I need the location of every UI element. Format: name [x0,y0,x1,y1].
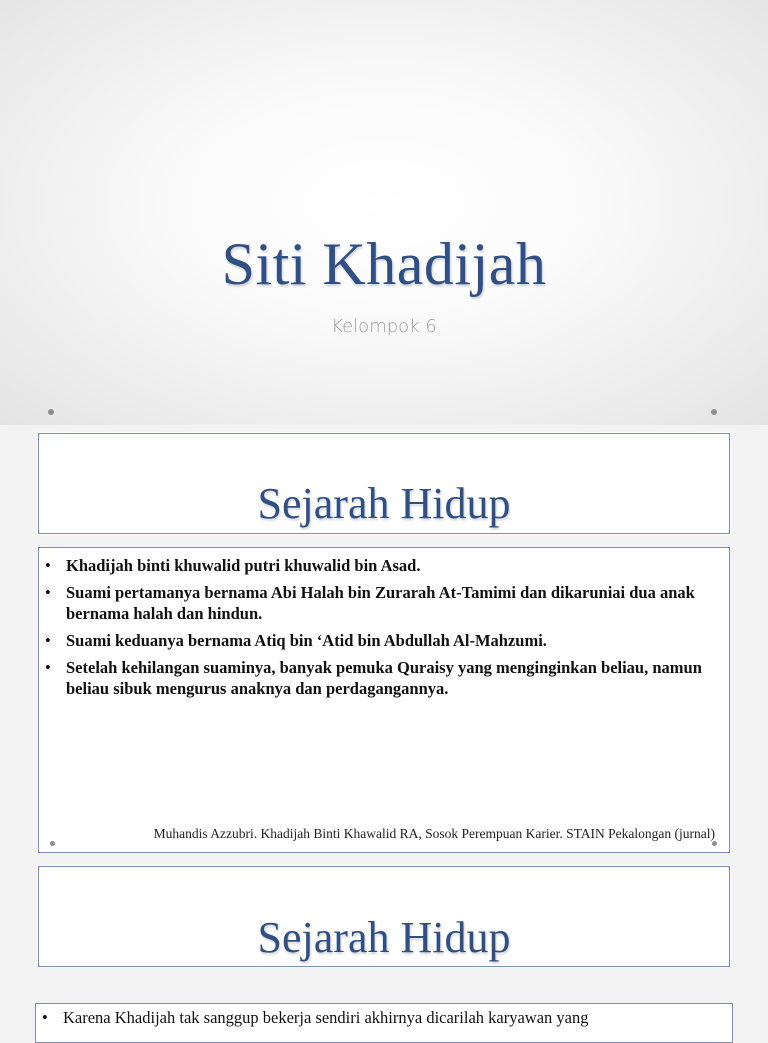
list-item [45,555,725,576]
bullet-dot-icon: • [45,658,51,677]
bullet-dot-icon: • [45,583,51,602]
corner-dot-icon [712,841,717,846]
list-item [45,630,725,651]
slide-3-heading: Sejarah Hidup [257,913,511,962]
slide-2-content [38,547,730,853]
bullet-dot-icon: • [42,1008,48,1027]
presentation-subtitle: Kelompok 6 [331,316,437,337]
list-item [45,582,725,624]
corner-dot-icon [50,841,55,846]
bullet-text: Suami keduanya bernama Atiq bin ‘Atid bin Abdullah Al-Mahzumi. [66,631,547,650]
list-item [45,657,725,699]
corner-dot-icon [48,409,54,415]
slide-2-heading: Sejarah Hidup [257,479,511,528]
title-slide [0,0,768,425]
corner-dot-icon [711,409,717,415]
list-item [42,1007,722,1028]
bullet-text: Khadijah binti khuwalid putri khuwalid bin Asad. [66,556,421,575]
bullet-dot-icon: • [45,556,51,575]
slide-2-bullet-list [45,555,725,705]
bullet-text: Karena Khadijah tak sanggup bekerja sendiri akhirnya dicarilah karyawan yang [63,1008,589,1027]
bullet-dot-icon: • [45,631,51,650]
slide-2-header [38,433,730,534]
slide-2-citation: Muhandis Azzubri. Khadijah Binti Khawalid RA, Sosok Perempuan Karier. STAIN Pekalongan (jurnal) [153,826,715,841]
slide-3-content [35,1003,733,1043]
presentation-title: Siti Khadijah [221,231,547,297]
slide-3-header [38,866,730,967]
bullet-text: Suami pertamanya bernama Abi Halah bin Zurarah At-Tamimi dan dikaruniai dua anak bernama halah dan hindun. [66,583,695,623]
slide-3-bullet-list [42,1007,722,1034]
bullet-text: Setelah kehilangan suaminya, banyak pemuka Quraisy yang menginginkan beliau, namun beliau sibuk mengurus anaknya dan perdagangannya. [66,658,702,698]
